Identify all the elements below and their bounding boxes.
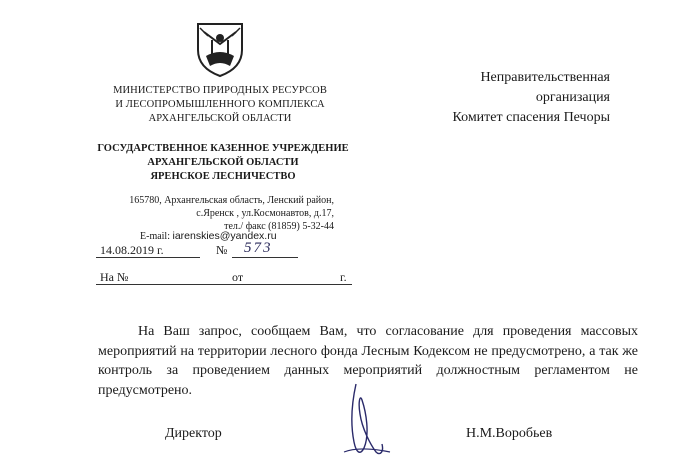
outgoing-date: 14.08.2019 г.: [100, 243, 164, 257]
outgoing-number-handwritten: 573: [244, 240, 273, 256]
coat-of-arms-emblem: [190, 18, 250, 78]
date-underline: [96, 257, 200, 258]
email-label: E-mail:: [140, 231, 170, 242]
address-line-1: 165780, Архангельская область, Ленский район,: [129, 195, 334, 206]
signatory-name: Н.М.Воробьев: [466, 426, 553, 441]
address-line-3: тел./ факс (81859) 5-32-44: [224, 221, 334, 232]
institution-line-1: ГОСУДАРСТВЕННОЕ КАЗЕННОЕ УЧРЕЖДЕНИЕ: [97, 143, 349, 154]
outgoing-number-label: №: [216, 243, 228, 257]
handwritten-signature: [330, 382, 400, 461]
email-value: iarenskies@yandex.ru: [172, 230, 277, 242]
institution-line-2: АРХАНГЕЛЬСКОЙ ОБЛАСТИ: [147, 157, 299, 168]
reference-number-label: На №: [100, 270, 129, 284]
ministry-line-2: И ЛЕСОПРОМЫШЛЕННОГО КОМПЛЕКСА: [115, 99, 325, 110]
signatory-title: Директор: [165, 426, 222, 441]
body-paragraph: На Ваш запрос, сообщаем Вам, что согласование для проведения массовых мероприятий на территории лесного фонда Лесным Кодексом не предусмотрено, а так же контроль за проведением данных мероприятий должностным регламентом не предусмотрено.: [98, 324, 638, 398]
recipient-line-1: Неправительственная: [480, 70, 610, 85]
recipient-line-3: Комитет спасения Печоры: [452, 110, 610, 125]
institution-line-3: ЯРЕНСКОЕ ЛЕСНИЧЕСТВО: [150, 171, 296, 182]
ministry-line-3: АРХАНГЕЛЬСКОЙ ОБЛАСТИ: [148, 113, 292, 124]
reference-year-label: г.: [340, 270, 347, 284]
address-line-2: с.Яренск , ул.Космонавтов, д.17,: [196, 208, 334, 219]
ministry-header: [95, 84, 345, 126]
recipient-block: [400, 68, 610, 128]
address-block: [120, 194, 334, 233]
institution-header: [88, 142, 358, 184]
number-underline: [232, 257, 298, 258]
ministry-line-1: МИНИСТЕРСТВО ПРИРОДНЫХ РЕСУРСОВ: [113, 85, 327, 96]
reference-from-label: от: [232, 270, 244, 284]
recipient-line-2: организация: [535, 90, 610, 105]
reference-number-underline: [96, 284, 352, 285]
